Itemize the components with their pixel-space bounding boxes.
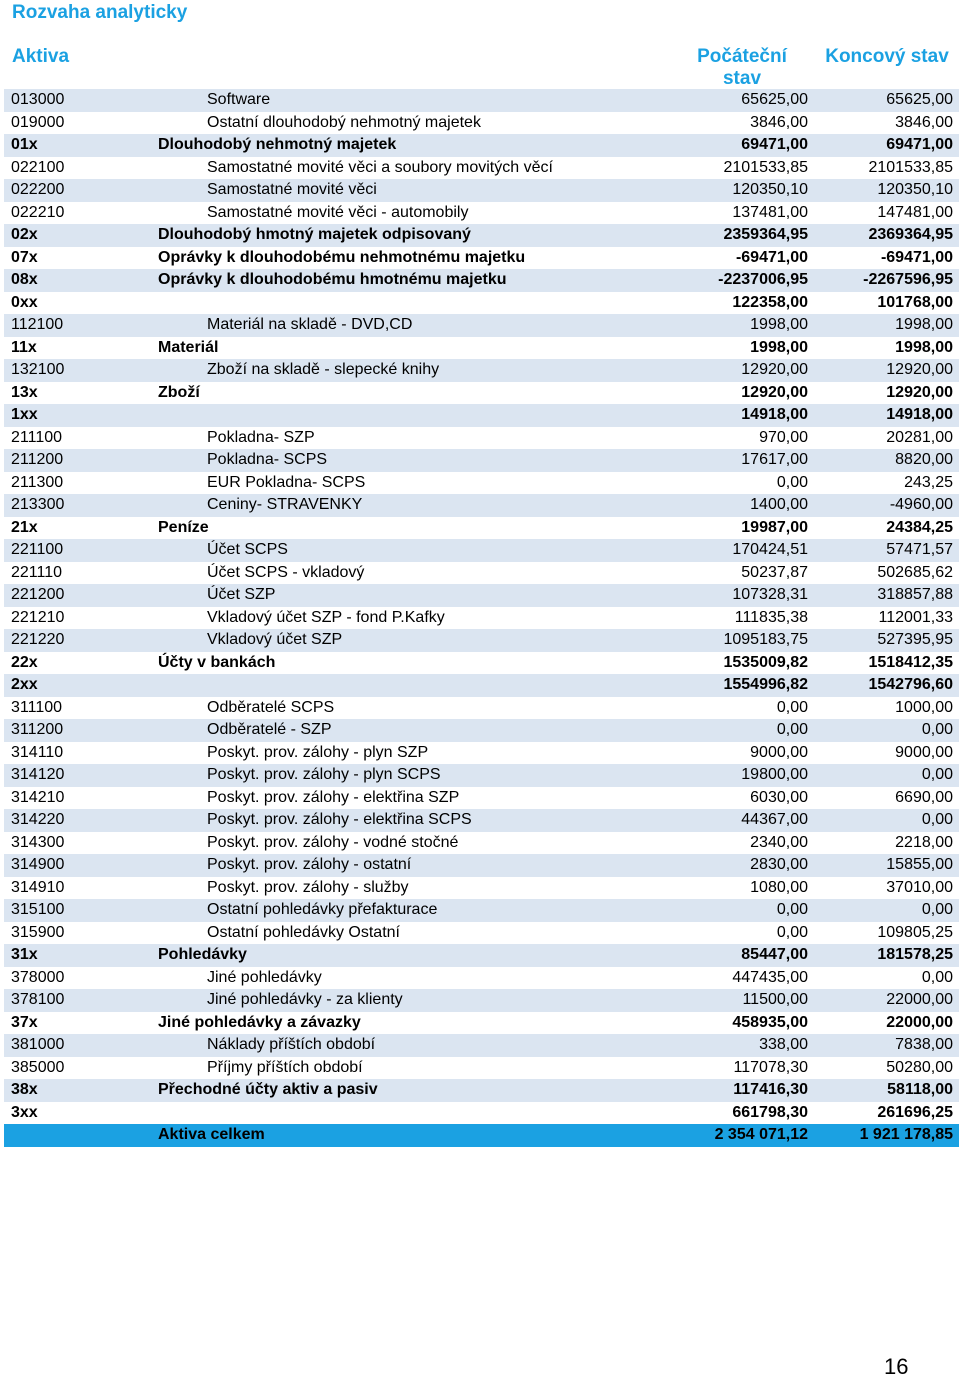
account-code: 21x — [11, 518, 38, 536]
account-code: 378000 — [11, 968, 65, 986]
account-code: 211200 — [11, 451, 64, 468]
end-value: 1518412,35 — [868, 653, 953, 671]
account-name: Software — [207, 91, 271, 108]
account-name: Ceniny- STRAVENKY — [207, 496, 363, 513]
header-pocatecni-line1: Počáteční — [697, 46, 787, 67]
account-code: 022200 — [11, 181, 65, 198]
start-value: 0,00 — [776, 721, 808, 738]
end-value: 120350,10 — [877, 181, 953, 198]
start-value: 1535009,82 — [723, 653, 808, 671]
end-value: 1542796,60 — [868, 676, 953, 693]
table-row — [4, 382, 959, 405]
end-value: 65625,00 — [886, 91, 953, 108]
table-row — [4, 967, 959, 990]
account-name: Vkladový účet SZP — [207, 631, 343, 648]
start-value: 19987,00 — [741, 518, 808, 536]
account-name: Přechodné účty aktiv a pasiv — [158, 1081, 378, 1098]
account-code: 221220 — [11, 631, 65, 648]
account-code: 314300 — [11, 833, 65, 851]
account-code: 315900 — [11, 923, 65, 941]
table-row — [4, 1057, 959, 1080]
account-code: 381000 — [11, 1036, 65, 1053]
header-koncovy-stav: Koncový stav — [825, 46, 949, 67]
account-code: 221100 — [11, 541, 64, 558]
start-value: 122358,00 — [732, 293, 808, 311]
account-name: Oprávky k dlouhodobému hmotnému majetku — [158, 271, 507, 288]
table-row — [4, 584, 959, 607]
end-value: 1998,00 — [895, 338, 953, 356]
account-name: Peníze — [158, 518, 209, 536]
start-value: 50237,87 — [741, 563, 808, 581]
account-code: 3xx — [11, 1103, 38, 1121]
account-code: 08x — [11, 271, 38, 288]
end-value: 8820,00 — [895, 451, 953, 468]
table-row — [4, 314, 959, 337]
account-name: Ostatní dlouhodobý nehmotný majetek — [207, 113, 481, 131]
account-name: Materiál — [158, 338, 219, 356]
end-value: 0,00 — [921, 721, 953, 738]
account-name: Samostatné movité věci — [207, 181, 377, 198]
account-code: 1xx — [11, 406, 38, 423]
account-code: 31x — [11, 946, 38, 963]
table-row — [4, 989, 959, 1012]
account-code: 213300 — [11, 496, 65, 513]
account-code: 314120 — [11, 766, 65, 783]
end-value: 181578,25 — [877, 946, 953, 963]
end-value: 22000,00 — [886, 1013, 953, 1031]
table-row — [4, 134, 959, 157]
start-value: 1998,00 — [750, 338, 808, 356]
start-value: 0,00 — [776, 923, 808, 941]
account-name: Účet SCPS — [207, 541, 288, 558]
account-code: 314110 — [11, 743, 64, 761]
table-row — [4, 719, 959, 742]
start-value: 1400,00 — [750, 496, 808, 513]
end-value: 1000,00 — [895, 698, 953, 716]
account-name: Poskyt. prov. zálohy - plyn SCPS — [207, 766, 441, 783]
start-value: -69471,00 — [735, 248, 808, 266]
start-value: 9000,00 — [750, 743, 808, 761]
account-code: 13x — [11, 383, 38, 401]
account-name: Poskyt. prov. zálohy - vodné stočné — [207, 833, 459, 851]
table-row — [4, 449, 959, 472]
start-value: 117416,30 — [733, 1081, 808, 1098]
end-value: 101768,00 — [877, 293, 953, 311]
start-value: 17617,00 — [741, 451, 808, 468]
end-value: 12920,00 — [886, 361, 953, 378]
start-value: 137481,00 — [732, 203, 808, 221]
account-name: Dlouhodobý nehmotný majetek — [158, 136, 397, 153]
start-value: 2 354 071,12 — [714, 1126, 808, 1143]
header-pocatecni-line2: stav — [722, 68, 762, 89]
table-row — [4, 89, 959, 112]
start-value: 338,00 — [759, 1036, 808, 1053]
end-value: 502685,62 — [877, 563, 953, 581]
account-name: Příjmy příštích období — [207, 1058, 363, 1076]
end-value: 109805,25 — [877, 923, 953, 941]
start-value: 2830,00 — [750, 856, 808, 873]
account-name: Jiné pohledávky - za klienty — [207, 991, 403, 1008]
account-name: Samostatné movité věci a soubory movitých věcí — [207, 158, 553, 176]
account-name: Zboží — [158, 383, 200, 401]
end-value: 20281,00 — [886, 428, 953, 446]
end-value: 57471,57 — [886, 541, 953, 558]
account-code: 019000 — [11, 113, 65, 131]
account-code: 211300 — [11, 473, 64, 491]
end-value: 1998,00 — [895, 316, 953, 333]
account-name: Poskyt. prov. zálohy - služby — [207, 878, 409, 896]
account-code: 112100 — [11, 316, 64, 333]
table-row — [4, 944, 959, 967]
account-name: Ostatní pohledávky přefakturace — [207, 901, 438, 918]
start-value: 0,00 — [776, 698, 808, 716]
account-code: 211100 — [11, 428, 63, 446]
end-value: 9000,00 — [895, 743, 953, 761]
end-value: -69471,00 — [880, 248, 953, 266]
account-code: 11x — [11, 338, 37, 356]
start-value: 2340,00 — [750, 833, 808, 851]
table-row — [4, 112, 959, 135]
table-row — [4, 427, 959, 450]
end-value: -2267596,95 — [863, 271, 953, 288]
table-row — [4, 562, 959, 585]
account-name: Poskyt. prov. zálohy - elektřina SZP — [207, 788, 460, 806]
account-name: Jiné pohledávky — [207, 968, 322, 986]
account-code: 38x — [11, 1081, 38, 1098]
end-value: 0,00 — [921, 766, 953, 783]
account-name: Poskyt. prov. zálohy - plyn SZP — [207, 743, 429, 761]
account-name: Pokladna- SZP — [207, 428, 315, 446]
table-row — [4, 539, 959, 562]
start-value: 14918,00 — [741, 406, 808, 423]
account-code: 132100 — [11, 361, 65, 378]
table-row — [4, 922, 959, 945]
account-name: Ostatní pohledávky Ostatní — [207, 923, 400, 941]
account-code: 013000 — [11, 91, 65, 108]
account-code: 07x — [11, 248, 38, 266]
end-value: 7838,00 — [895, 1036, 953, 1053]
end-value: 69471,00 — [886, 136, 953, 153]
table-row — [4, 472, 959, 495]
start-value: -2237006,95 — [718, 271, 808, 288]
page-number: 16 — [884, 1354, 909, 1379]
end-value: 37010,00 — [886, 878, 953, 896]
table-row — [4, 517, 959, 540]
account-code: 022210 — [11, 203, 65, 221]
account-code: 022100 — [11, 158, 65, 176]
table-row — [4, 202, 959, 225]
start-value: 3846,00 — [750, 113, 808, 131]
end-value: 318857,88 — [877, 586, 953, 603]
account-code: 385000 — [11, 1058, 65, 1076]
table-row — [4, 179, 959, 202]
table-row — [4, 652, 959, 675]
account-name: Oprávky k dlouhodobému nehmotnému majetku — [158, 248, 526, 266]
start-value: 2101533,85 — [723, 158, 808, 176]
start-value: 2359364,95 — [723, 226, 808, 243]
account-name: Odběratelé SCPS — [207, 698, 335, 716]
start-value: 1554996,82 — [723, 676, 808, 693]
start-value: 170424,51 — [732, 541, 808, 558]
account-code: 0xx — [11, 293, 38, 311]
account-code: 311200 — [11, 721, 64, 738]
start-value: 117078,30 — [733, 1058, 808, 1076]
account-name: Pohledávky — [158, 946, 247, 963]
account-name: Poskyt. prov. zálohy - elektřina SCPS — [207, 811, 472, 828]
table-row — [4, 359, 959, 382]
end-value: 58118,00 — [887, 1081, 953, 1098]
end-value: 261696,25 — [877, 1103, 953, 1121]
end-value: -4960,00 — [889, 496, 953, 513]
start-value: 1998,00 — [750, 316, 808, 333]
start-value: 19800,00 — [741, 766, 808, 783]
table-row — [4, 1012, 959, 1035]
table-row — [4, 674, 959, 697]
account-code: 01x — [11, 136, 38, 153]
account-name: Vkladový účet SZP - fond P.Kafky — [207, 608, 445, 626]
account-code: 221200 — [11, 586, 65, 603]
account-code: 314210 — [11, 788, 65, 806]
table-row — [4, 157, 959, 180]
end-value: 112001,33 — [878, 608, 953, 626]
start-value: 458935,00 — [732, 1013, 808, 1031]
start-value: 107328,31 — [732, 586, 808, 603]
start-value: 65625,00 — [741, 91, 808, 108]
balance-table — [4, 89, 959, 1147]
account-name: Jiné pohledávky a závazky — [158, 1013, 361, 1031]
start-value: 0,00 — [776, 473, 808, 491]
table-row — [4, 764, 959, 787]
header-aktiva: Aktiva — [12, 46, 70, 67]
total-row — [4, 1124, 959, 1147]
account-code: 314900 — [11, 856, 65, 873]
table-row — [4, 832, 959, 855]
end-value: 527395,95 — [877, 631, 953, 648]
account-name: Účet SCPS - vkladový — [207, 563, 365, 581]
start-value: 12920,00 — [741, 383, 808, 401]
end-value: 243,25 — [904, 473, 953, 491]
end-value: 22000,00 — [886, 991, 953, 1008]
account-name: Aktiva celkem — [158, 1126, 265, 1143]
table-row — [4, 742, 959, 765]
account-code: 311100 — [11, 698, 63, 716]
account-name: Zboží na skladě - slepecké knihy — [207, 361, 440, 378]
end-value: 3846,00 — [895, 113, 953, 131]
end-value: 1 921 178,85 — [859, 1126, 953, 1143]
table-row — [4, 494, 959, 517]
end-value: 2369364,95 — [868, 226, 953, 243]
table-row — [4, 292, 959, 315]
account-name: Poskyt. prov. zálohy - ostatní — [207, 856, 412, 873]
table-row — [4, 247, 959, 270]
start-value: 1095183,75 — [723, 631, 808, 648]
table-row — [4, 607, 959, 630]
account-name: Účet SZP — [207, 586, 276, 603]
table-row — [4, 337, 959, 360]
start-value: 111835,38 — [734, 608, 808, 626]
account-code: 314910 — [11, 878, 65, 896]
table-row — [4, 404, 959, 427]
account-name: EUR Pokladna- SCPS — [207, 473, 366, 491]
account-name: Odběratelé - SZP — [207, 721, 332, 738]
start-value: 69471,00 — [741, 136, 808, 153]
account-code: 02x — [11, 226, 38, 243]
account-code: 221210 — [11, 608, 65, 626]
table-row — [4, 269, 959, 292]
account-name: Pokladna- SCPS — [207, 451, 328, 468]
table-row — [4, 629, 959, 652]
start-value: 120350,10 — [732, 181, 808, 198]
account-code: 22x — [11, 653, 38, 671]
account-code: 37x — [11, 1013, 38, 1031]
end-value: 0,00 — [921, 901, 953, 918]
start-value: 661798,30 — [732, 1103, 808, 1121]
end-value: 6690,00 — [895, 788, 953, 806]
table-row — [4, 809, 959, 832]
start-value: 12920,00 — [741, 361, 808, 378]
end-value: 0,00 — [921, 968, 953, 986]
account-name: Účty v bankách — [158, 653, 276, 671]
table-row — [4, 697, 959, 720]
table-row — [4, 1102, 959, 1125]
start-value: 447435,00 — [732, 968, 808, 986]
table-row — [4, 854, 959, 877]
end-value: 15855,00 — [886, 856, 953, 873]
end-value: 12920,00 — [886, 383, 953, 401]
account-code: 314220 — [11, 811, 65, 828]
account-code: 2xx — [11, 676, 38, 693]
table-row — [4, 1034, 959, 1057]
end-value: 24384,25 — [886, 518, 953, 536]
account-code: 378100 — [11, 991, 65, 1008]
start-value: 11500,00 — [742, 991, 808, 1008]
table-row — [4, 899, 959, 922]
start-value: 85447,00 — [741, 946, 808, 963]
end-value: 2218,00 — [895, 833, 953, 851]
table-row — [4, 1079, 959, 1102]
account-name: Náklady příštích období — [207, 1036, 376, 1053]
end-value: 0,00 — [921, 811, 953, 828]
end-value: 14918,00 — [886, 406, 953, 423]
account-code: 315100 — [11, 901, 65, 918]
start-value: 970,00 — [759, 428, 808, 446]
start-value: 44367,00 — [741, 811, 808, 828]
start-value: 0,00 — [776, 901, 808, 918]
start-value: 6030,00 — [750, 788, 808, 806]
end-value: 147481,00 — [877, 203, 953, 221]
page-title: Rozvaha analyticky — [12, 2, 188, 23]
account-code: 221110 — [11, 563, 63, 581]
header-pocatecni-stav — [688, 46, 796, 90]
table-row — [4, 224, 959, 247]
table-row — [4, 877, 959, 900]
start-value: 1080,00 — [750, 878, 808, 896]
end-value: 50280,00 — [886, 1058, 953, 1076]
table-row — [4, 787, 959, 810]
account-name: Materiál na skladě - DVD,CD — [207, 316, 413, 333]
end-value: 2101533,85 — [868, 158, 953, 176]
account-name: Samostatné movité věci - automobily — [207, 203, 469, 221]
account-name: Dlouhodobý hmotný majetek odpisovaný — [158, 226, 471, 243]
